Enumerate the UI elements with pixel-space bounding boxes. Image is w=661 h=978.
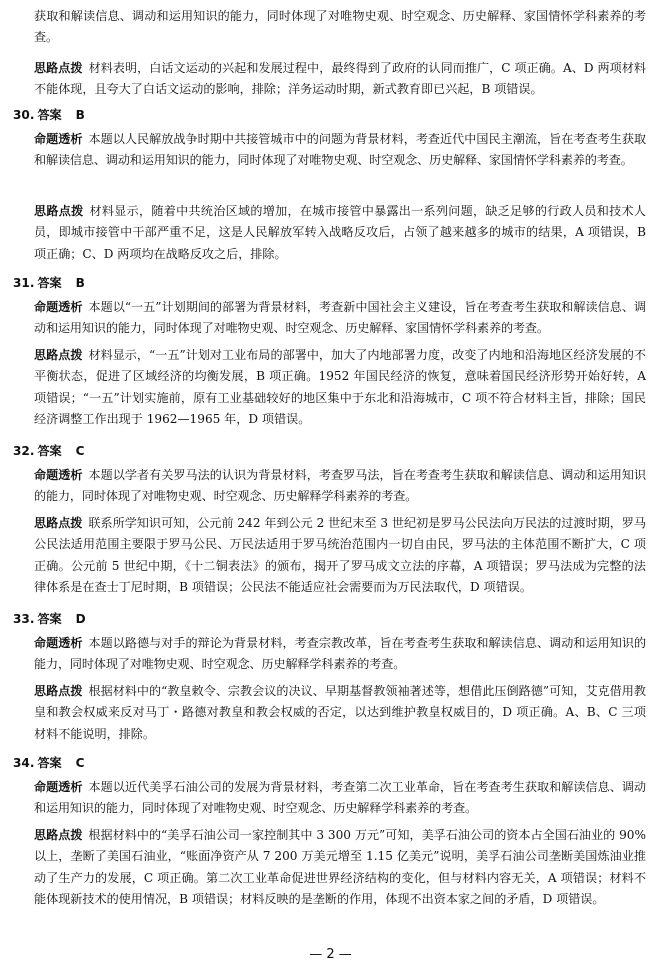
analysis-text: 根据材料中的“教皇敕令、宗教会议的决议、早期基督教领袖著述等，想借此压倒路德”可知，艾克借用教皇和教会权威来反对马丁・路德对教皇和教会权威的否定，以达到维护教皇权威目的，D 项正确。A、B、C 三项材料不能说明，排除。	[34, 684, 646, 741]
answer-value: C	[75, 756, 85, 770]
question-number: 32.	[13, 444, 35, 458]
answer-line-32	[13, 441, 85, 461]
answer-value: B	[75, 276, 85, 290]
intent-continuation-text: 获取和解读信息、调动和运用知识的能力，同时体现了对唯物史观、时空观念、历史解释、家国情怀学科素养的考查。	[34, 9, 646, 45]
intent-label: 命题透析	[34, 780, 83, 794]
analysis-label: 思路点拨	[34, 61, 83, 75]
analysis-label: 思路点拨	[34, 684, 83, 698]
intent-block-30	[34, 129, 646, 172]
analysis-block-30	[34, 201, 646, 265]
intent-text: 本题以近代美孚石油公司的发展为背景材料，考查第二次工业革命，旨在考查考生获取和解读信息、调动和运用知识的能力，同时体现了对唯物史观、时空观念、历史解释学科素养的考查。	[34, 780, 646, 816]
answer-line-34	[13, 753, 85, 773]
page-number: — 2 —	[309, 947, 352, 962]
analysis-block-33	[34, 681, 646, 745]
answer-value: C	[75, 444, 85, 458]
answer-line-33	[13, 609, 86, 629]
analysis-block-34	[34, 825, 646, 911]
question-number: 34.	[13, 756, 35, 770]
answer-label: 答案	[37, 444, 62, 458]
intent-continuation	[34, 6, 646, 49]
analysis-label: 思路点拨	[34, 828, 83, 842]
intent-label: 命题透析	[34, 636, 83, 650]
analysis-text: 材料表明，白话文运动的兴起和发展过程中，最终得到了政府的认同而推广，C 项正确。A、D 两项材料不能体现，且夸大了白话文运动的影响，排除；洋务运动时期，新式教育即已兴起，B 项错误。	[34, 61, 646, 97]
answer-line-31	[13, 273, 85, 293]
analysis-block-31	[34, 345, 646, 431]
answer-value: D	[75, 612, 86, 626]
question-number: 31.	[13, 276, 35, 290]
intent-text: 本题以学者有关罗马法的认识为背景材料，考查罗马法，旨在考查考生获取和解读信息、调动和运用知识的能力，同时体现了对唯物史观、时空观念、历史解释学科素养的考查。	[34, 468, 646, 504]
intent-text: 本题以“一五”计划期间的部署为背景材料，考查新中国社会主义建设，旨在考查考生获取和解读信息、调动和运用知识的能力，同时体现了对唯物史观、时空观念、历史解释、家国情怀学科素养的考查。	[34, 300, 646, 336]
analysis-text: 联系所学知识可知，公元前 242 年到公元 2 世纪末至 3 世纪初是罗马公民法向万民法的过渡时期，罗马公民法适用范围主要限于罗马公民、万民法适用于罗马统治范围内一切自由民，罗马法的主体范围不断扩大，C 项正确。公元前 5 世纪中期，《十二铜表法》的颁布，揭开了罗马成文立法的序幕，A 项错误；罗马法成为完整的法律体系是在查士丁尼时期，B 项错误；公民法不能适应社会需要而为万民法取代，D 项错误。	[34, 516, 646, 595]
analysis-block-32	[34, 513, 646, 599]
intent-text: 本题以路德与对手的辩论为背景材料，考查宗教改革，旨在考查考生获取和解读信息、调动和运用知识的能力，同时体现了对唯物史观、时空观念、历史解释学科素养的考查。	[34, 636, 646, 672]
answer-line-30	[13, 105, 85, 125]
analysis-text: 材料显示，随着中共统治区域的增加，在城市接管中暴露出一系列问题，缺乏足够的行政人员和技术人员，即城市接管中干部严重不足，这是人民解放军转入战略反攻后，占领了越来越多的城市的结果，A 项错误，B 项正确；C、D 两项均在战略反攻之后，排除。	[34, 204, 646, 261]
answer-label: 答案	[37, 108, 62, 122]
analysis-text: 根据材料中的“美孚石油公司一家控制其中 3 300 万元”可知，美孚石油公司的资本占全国石油业的 90% 以上，垄断了美国石油业，“账面净资产从 7 200 万美元增至 1.15 亿美元”说明，美孚石油公司垄断美国炼油业推动了生产力的发展，C 项正确。第二次工业革命促进世界经济结构的变化，但与材料内容无关，A 项错误；材料不能体现新技术的使用情况，B 项错误；材料反映的是垄断的作用，体现不出资本家之间的矛盾，D 项错误。	[34, 828, 646, 907]
intent-label: 命题透析	[34, 132, 83, 146]
answer-value: B	[75, 108, 85, 122]
top-analysis	[34, 58, 646, 101]
intent-label: 命题透析	[34, 468, 83, 482]
analysis-label: 思路点拨	[34, 516, 83, 530]
intent-label: 命题透析	[34, 300, 83, 314]
intent-block-31	[34, 297, 646, 340]
question-number: 30.	[13, 108, 35, 122]
answer-label: 答案	[37, 612, 62, 626]
intent-block-34	[34, 777, 646, 820]
intent-text: 本题以人民解放战争时期中共接管城市中的问题为背景材料，考查近代中国民主潮流，旨在考查考生获取和解读信息、调动和运用知识的能力，同时体现了对唯物史观、时空观念、历史解释、家国情怀学科素养的考查。	[34, 132, 646, 168]
answer-label: 答案	[37, 276, 62, 290]
analysis-label: 思路点拨	[34, 204, 84, 218]
question-number: 33.	[13, 612, 35, 626]
analysis-text: 材料显示，“一五”计划对工业布局的部署中，加大了内地部署力度，改变了内地和沿海地区经济发展的不平衡状态，促进了区域经济的均衡发展，B 项正确。1952 年国民经济的恢复，意味着国民经济形势开始好转，A 项错误；“一五”计划实施前，原有工业基础较好的地区集中于东北和沿海城市，C 项不符合材料主旨，排除；国民经济调整工作出现于 1962—1965 年，D 项错误。	[34, 348, 646, 427]
answer-label: 答案	[37, 756, 62, 770]
intent-block-32	[34, 465, 646, 508]
intent-block-33	[34, 633, 646, 676]
analysis-label: 思路点拨	[34, 348, 83, 362]
